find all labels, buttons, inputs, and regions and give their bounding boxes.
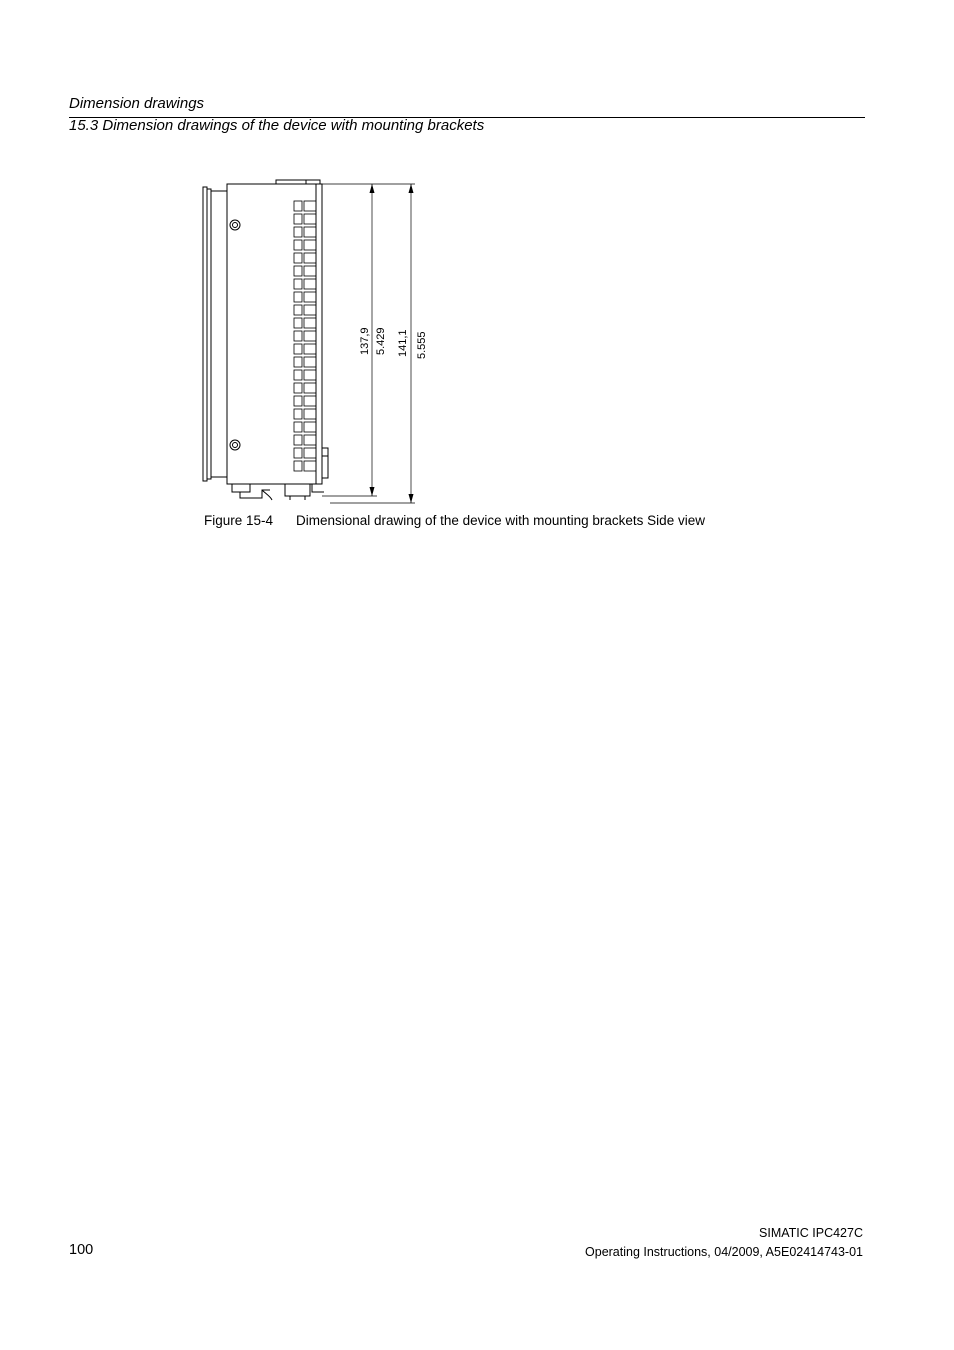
footer-page-number: 100 bbox=[69, 1242, 94, 1258]
side-view-drawing bbox=[195, 175, 435, 510]
dimension-label-outer-mm: 141,1 bbox=[397, 329, 409, 357]
running-header-section: 15.3 Dimension drawings of the device with mounting brackets bbox=[69, 117, 485, 134]
footer-product: SIMATIC IPC427C bbox=[759, 1226, 863, 1240]
dimension-label-inner-in: 5.429 bbox=[375, 327, 387, 355]
dimension-label-outer-in: 5.555 bbox=[416, 331, 428, 359]
running-header-chapter: Dimension drawings bbox=[69, 95, 205, 112]
footer-document: Operating Instructions, 04/2009, A5E02414743-01 bbox=[585, 1245, 863, 1259]
dimension-label-inner-mm: 137,9 bbox=[359, 327, 371, 355]
figure-number: Figure 15-4 bbox=[204, 513, 274, 528]
figure-caption bbox=[204, 513, 705, 529]
figure-title: Dimensional drawing of the device with mounting brackets Side view bbox=[296, 513, 705, 528]
